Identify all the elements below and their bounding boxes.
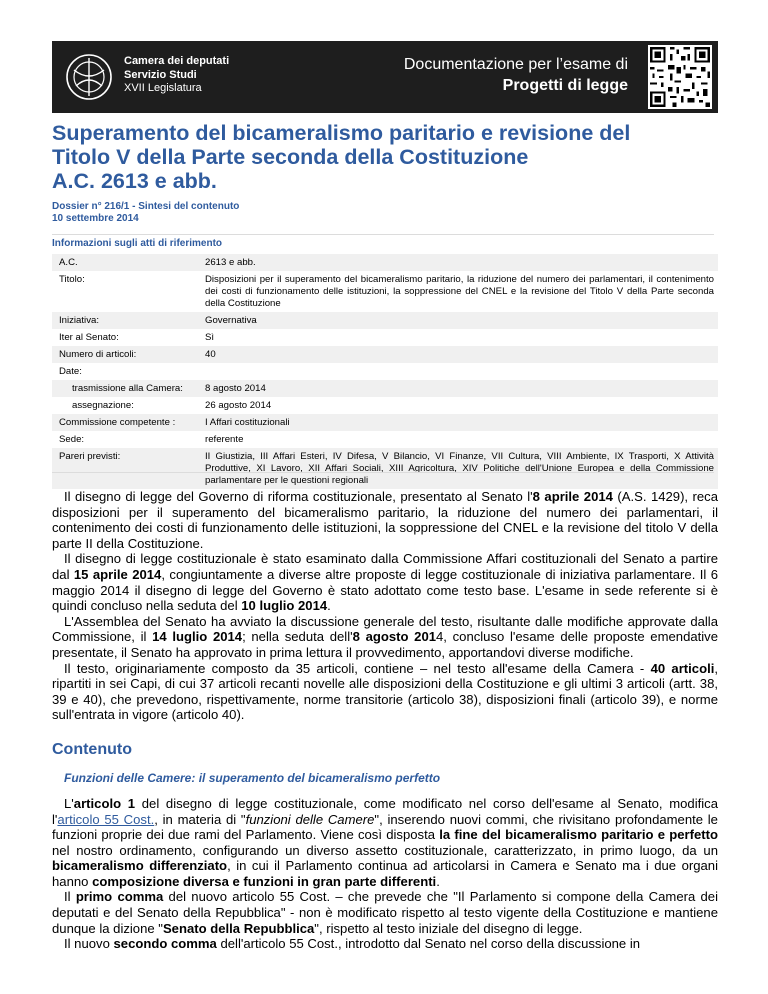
text: , in cui il Parlamento continua ad articolarsi in Camera e Senato ma i due organi hanno xyxy=(52,858,718,889)
table-row xyxy=(52,397,718,414)
doc-type-line: Documentazione per l’esame di xyxy=(403,56,628,73)
paragraph xyxy=(52,614,718,661)
text: del disegno di legge costituzionale, come modificato nel corso dell'esame al Senato, modifica l' xyxy=(52,795,718,827)
title-line: A.C. 2613 e abb. xyxy=(52,169,217,193)
table-row xyxy=(52,380,718,397)
table-row xyxy=(52,254,718,271)
paragraph xyxy=(52,796,718,890)
text: del nuovo articolo 55 Cost. – che prevede che "Il Parlamento si compone della Camera dei deputati e del Senato della Repubblica" - non è modificato rispetto al testo vigente della Costituzione e mantiene dunque la dizione " xyxy=(52,889,718,936)
document-body xyxy=(52,489,718,952)
row-label: trasmissione alla Camera: xyxy=(52,380,198,397)
article-55-link[interactable]: articolo 55 Cost. xyxy=(57,811,155,827)
text: ", inserendo nuovi commi, che rivisitano profondamente le funzioni proprie dei due rami del Parlamento. Viene così disposta xyxy=(52,811,718,843)
text-bold: 40 articoli xyxy=(650,660,715,676)
institution-name xyxy=(124,55,229,96)
table-row xyxy=(52,363,718,380)
table-row xyxy=(52,271,718,312)
row-label: Sede: xyxy=(59,434,85,445)
row-label: assegnazione: xyxy=(72,400,134,411)
row-value: 2613 e abb. xyxy=(198,254,718,271)
table-row xyxy=(52,346,718,363)
text-bold: bicameralismo differenziato xyxy=(52,858,228,874)
text: Il testo, originariamente composto da 35 articoli, contiene – nel testo all'esame della Camera - xyxy=(64,660,651,676)
row-value xyxy=(198,363,718,380)
text-bold: primo comma xyxy=(75,889,164,905)
row-value: Governativa xyxy=(198,312,718,329)
chamber-logo-icon xyxy=(64,52,114,102)
text: ", rispetto al testo iniziale del disegno di legge. xyxy=(314,920,583,936)
text: Il disegno di legge del Governo di riforma costituzionale, presentato al Senato l' xyxy=(64,489,533,504)
row-value: referente xyxy=(205,434,244,445)
row-label: Iniziativa: xyxy=(52,312,198,329)
paragraph xyxy=(52,936,718,952)
text-bold: secondo comma xyxy=(113,936,217,952)
table-row xyxy=(52,431,718,448)
text: , in materia di " xyxy=(154,811,246,827)
text: . xyxy=(436,873,440,889)
subsection-heading: Funzioni delle Camere: il superamento del bicameralismo perfetto xyxy=(64,770,441,785)
reference-table xyxy=(52,254,718,489)
paragraph xyxy=(52,489,718,551)
dossier-info xyxy=(52,201,239,225)
doc-type-title: Progetti di legge xyxy=(502,77,628,94)
text: dell'articolo 55 Cost., introdotto dal Senato nel corso della discussione in xyxy=(216,936,641,952)
row-label: Titolo: xyxy=(59,274,85,285)
row-value: 26 agosto 2014 xyxy=(205,400,272,411)
text-bold: la fine del bicameralismo paritario e perfetto xyxy=(439,827,718,843)
row-value: Sì xyxy=(205,332,215,343)
table-row xyxy=(52,329,718,346)
text: , ripartiti in sei Capi, di cui 37 articoli recanti novelle alle disposizioni della Costituzione e gli ultimi 3 articoli (artt. 38, 39 e 40), che prevedono, rispettivamente, norme transitorie (articolo 38), disposizioni finali (articolo 39), e norme sull'entrata in vigore (articolo 40). xyxy=(52,660,718,723)
row-label: Iter al Senato: xyxy=(59,332,119,343)
paragraph xyxy=(52,551,718,613)
dossier-number: Dossier n° 216/1 - Sintesi del contenuto xyxy=(52,201,240,212)
section-heading: Contenuto xyxy=(52,740,132,758)
doc-type xyxy=(404,55,628,97)
text: 4, concluso l'esame delle proposte emendative presentate, il Senato ha approvato in prima lettura il provvedimento, apportandovi diverse modifiche. xyxy=(52,629,719,660)
row-value: I Affari costituzionali xyxy=(198,414,718,431)
institution-line: Servizio Studi xyxy=(124,68,197,81)
row-label: A.C. xyxy=(52,254,198,271)
institution-line: Camera dei deputati xyxy=(124,55,230,67)
row-value: Disposizioni per il superamento del bicameralismo paritario, la riduzione del numero dei parlamentari, il contenimento dei costi di funzionamento delle istituzioni, la soppressione del CNEL e la revisione del Titolo V della Parte seconda della Costituzione xyxy=(205,274,714,309)
divider xyxy=(52,472,714,473)
qr-code-icon xyxy=(648,45,712,109)
text-bold: 15 aprile 2014 xyxy=(73,566,162,582)
text: Il disegno di legge costituzionale è stato esaminato dalla Commissione Affari costituzionali del Senato a partire dal xyxy=(52,551,718,582)
row-label: Commissione competente : xyxy=(52,414,198,431)
page-title xyxy=(52,121,732,193)
paragraph xyxy=(52,661,718,723)
table-row xyxy=(52,414,718,431)
text-bold: 8 agosto 201 xyxy=(352,629,437,645)
text: (A.S. 1429), reca disposizioni per il superamento del bicameralismo paritario, la riduzione del numero dei parlamentari, il contenimento dei costi di funzionamento delle istituzioni, la soppressione del CNEL e la revisione del titolo V della parte II della Costituzione. xyxy=(52,489,719,551)
title-line: Superamento del bicameralismo paritario e revisione del xyxy=(52,121,631,145)
text: nel nostro ordinamento, configurando un diverso assetto costituzionale, caratterizzato, in primo luogo, da un xyxy=(52,842,718,858)
text: . xyxy=(327,598,331,614)
text-bold: composizione diversa e funzioni in gran parte differenti xyxy=(92,873,437,889)
text: L' xyxy=(64,795,74,811)
text: Il nuovo xyxy=(64,936,114,952)
row-label: Date: xyxy=(59,366,82,377)
table-row xyxy=(52,448,718,489)
text: , congiuntamente a diverse altre proposte di legge costituzionale di iniziativa parlamentare. Il 6 maggio 2014 il disegno di legge del Governo è stato adottato come testo base. L'esame in sede referente si è quindi concluso nella seduta del xyxy=(52,566,718,614)
paragraph xyxy=(52,889,718,936)
text-italic: funzioni delle Camere xyxy=(245,811,375,827)
info-heading: Informazioni sugli atti di riferimento xyxy=(52,238,223,249)
title-line: Titolo V della Parte seconda della Costituzione xyxy=(52,145,529,169)
text-bold: articolo 1 xyxy=(73,795,136,811)
row-value: 40 xyxy=(198,346,718,363)
text: ; nella seduta dell' xyxy=(242,629,353,645)
text-bold: 10 luglio 2014 xyxy=(241,598,328,614)
row-label: Numero di articoli: xyxy=(52,346,198,363)
text-bold: 8 aprile 2014 xyxy=(532,489,613,504)
divider xyxy=(52,234,714,235)
row-value: 8 agosto 2014 xyxy=(198,380,718,397)
row-label: Pareri previsti: xyxy=(52,448,198,489)
row-value: II Giustizia, III Affari Esteri, IV Difesa, V Bilancio, VI Finanze, VII Cultura, VIII Ambiente, IX Trasporti, X Attività Produttive, XI Lavoro, XII Affari Sociali, XIII Agricoltura, XIV Politiche dell'Unione Europea e della Commissione parlamentare per le questioni regionali xyxy=(198,448,718,489)
dossier-date: 10 settembre 2014 xyxy=(52,213,139,224)
text: L'Assemblea del Senato ha avviato la discussione generale del testo, risultante dalle modifiche approvate dalla Commissione, il xyxy=(52,613,718,645)
text-bold: Senato della Repubblica xyxy=(162,920,315,936)
table-row xyxy=(52,312,718,329)
header-banner xyxy=(52,41,718,113)
text-bold: 14 luglio 2014 xyxy=(152,629,243,645)
institution-line: XVII Legislatura xyxy=(124,82,202,94)
text: Il xyxy=(64,889,76,905)
